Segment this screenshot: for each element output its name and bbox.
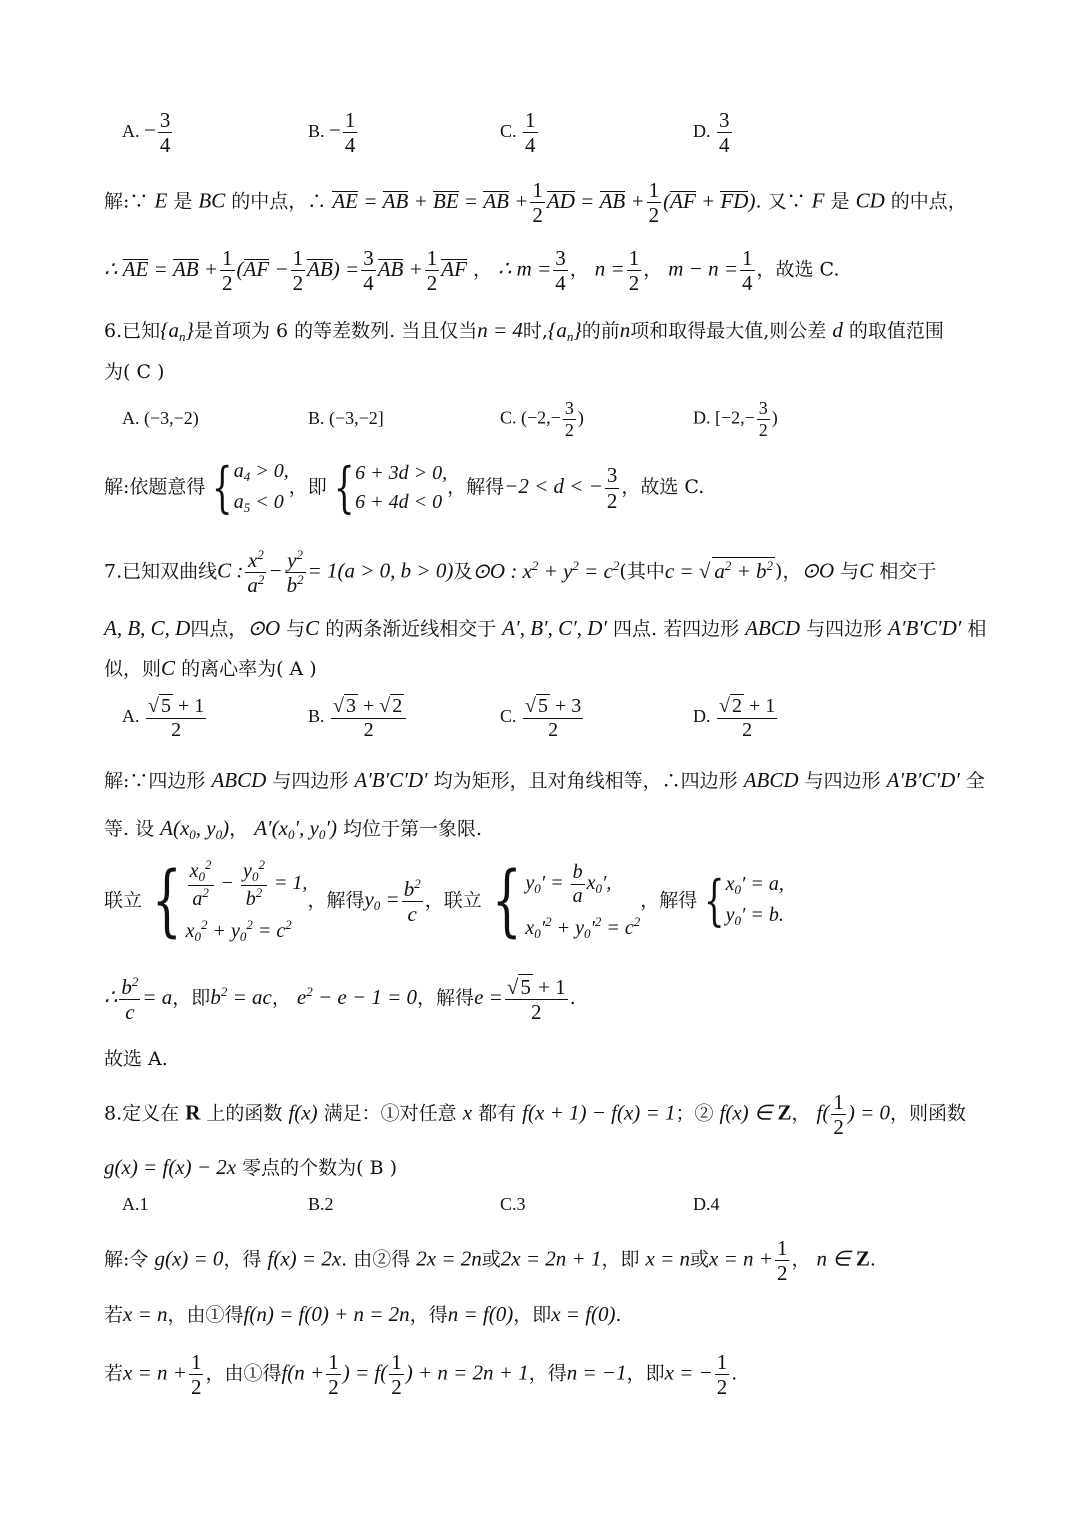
q7-solution-line1: 解:∵四边形 ABCD 与四边形 A′B′C′D′ 均为矩形，且对角线相等，∴四边形 ABCD 与四边形 A′B′C′D′ 全 (104, 768, 985, 792)
q6-option-c: C. (−2,− $\frac{3}{2}$ ) (500, 398, 584, 440)
q7-system-line: 联立 { $\frac{x_0^2}{a^2}$ − $\frac{y_0^2}{b^2}$ = 1, $x_0^2 + y_0^2 = c^2$ ，解得$y_0$ = $\frac{b^2}{c}$ ，联立 { $y_0'$ = $\frac{b}{a}$ $x_0'$, $x_0'^2 + y_0'^2 = c^2$ ，解得 { $x_0' = a$, $y_0' = b$. (104, 856, 784, 947)
q5-option-c: C. $\frac{1}{4}$ (500, 108, 536, 158)
q8-stem-line2: g(x) = f(x) − 2x 零点的个数为( B ) (104, 1155, 398, 1179)
q7-option-c: C. $\frac{√ 5 + 3}{2}$ (500, 695, 582, 741)
q7-solution-line2: 等. 设 $A(x_0$, $y_0$)， $A'(x_0'$, $y_0'$) 均位于第一象限. (104, 816, 483, 842)
q5-solution-line2: ∴ AE = AB + $\frac{1}{2}$ (AF − $\frac{1}{2}$ AB) = $\frac{3}{4}$ AB + $\frac{1}{2}$ AF ， ∴ m = $\frac{3}{4}$ ， n = $\frac{1}{2}$ ， m − n = $\frac{1}{4}$ ，故选 C. (104, 246, 840, 296)
q6-solution: 解:依题意得 { $a_4 > 0$, $a_5 < 0$ ，即 { 6 + 3d > 0, 6 + 4d < 0 ，解得−2 < d < − $\frac{3}{2}$ ，故选 C. (104, 456, 705, 519)
q7-option-a: A. $\frac{√ 5 + 1}{2}$ (122, 695, 205, 741)
q8-solution-line3: 若x = n + $\frac{1}{2}$ ，由①得f(n + $\frac{1}{2}$ ) = f( $\frac{1}{2}$ ) + n = 2n + 1，得n = −1，即x = − $\frac{1}{2}$ . (104, 1350, 738, 1400)
q6-stem-line2: 为( C ) (104, 361, 165, 383)
q5-option-a: A. − $\frac{3}{4}$ (122, 108, 171, 158)
q8-option-a: A.1 (122, 1194, 149, 1214)
q7-option-b: B. $\frac{√ 3 + √ 2}{2}$ (308, 694, 408, 742)
q5-option-b: B. − $\frac{1}{4}$ (308, 108, 356, 158)
q7-therefore-line: ∴ $\frac{b^2}{c}$ = a，即$b^2$ = ac， $e^2 - e - 1 = 0$，解得e = $\frac{√5 + 1}{2}$ . (104, 973, 576, 1025)
q6-stem-line1: 6.已知$\{a_n\}$是首项为 6 的等差数列. 当且仅当n = 4时$,\{a_n\}$的前n项和取得最大值,则公差 d 的取值范围 (104, 318, 944, 344)
q7-stem-line3: 似，则C 的离心率为( A ) (104, 656, 317, 680)
q7-option-d: D. $\frac{√ 2 + 1}{2}$ (693, 695, 776, 741)
q8-option-c: C.3 (500, 1194, 526, 1214)
q8-option-d: D.4 (693, 1194, 720, 1214)
q6-option-a: A. (−3,−2) (122, 408, 199, 428)
q6-option-d: D. [−2,− $\frac{3}{2}$ ) (693, 398, 778, 440)
q8-stem-line1: 8.定义在 R 上的函数 f(x) 满足：①对任意 x 都有 f(x + 1) − f(x) = 1；② f(x) ∈ Z， f( $\frac{1}{2}$ ) = 0，则函数 (104, 1090, 967, 1140)
q8-solution-line1: 解:令 g(x) = 0，得 f(x) = 2x. 由②得 2x = 2n或2x = 2n + 1，即 x = n或x = n + $\frac{1}{2}$ ， n ∈ Z. (104, 1236, 876, 1286)
q5-solution-line1: 解:∵ E 是 BC 的中点，∴ AE = AB + BE = AB + $\frac{1}{2}$ AD = AB + $\frac{1}{2}$ (AF + FD). 又∵ F 是 CD 的中点， (104, 178, 967, 228)
q8-solution-line2: 若x = n，由①得f(n) = f(0) + n = 2n，得n = f(0)，即x = f(0). (104, 1302, 622, 1326)
q7-stem-line2: A, B, C, D四点，⊙O 与C 的两条渐近线相交于 A′, B′, C′, D′ 四点. 若四边形 ABCD 与四边形 A′B′C′D′ 相 (104, 616, 987, 640)
q7-stem-line1: 7.已知双曲线C : $\frac{x^2}{a^2}$ − $\frac{y^2}{b^2}$ = 1(a > 0, b > 0)及⊙O : $x^2 + y^2 = c^2$(其中c = √ $a^2 + b^2$ )，⊙O 与C 相交于 (104, 547, 937, 598)
q7-conclusion: 故选 A. (104, 1048, 168, 1070)
q8-option-b: B.2 (308, 1194, 334, 1214)
q6-option-b: B. (−3,−2] (308, 408, 384, 428)
q5-option-d: D. $\frac{3}{4}$ (693, 108, 730, 158)
